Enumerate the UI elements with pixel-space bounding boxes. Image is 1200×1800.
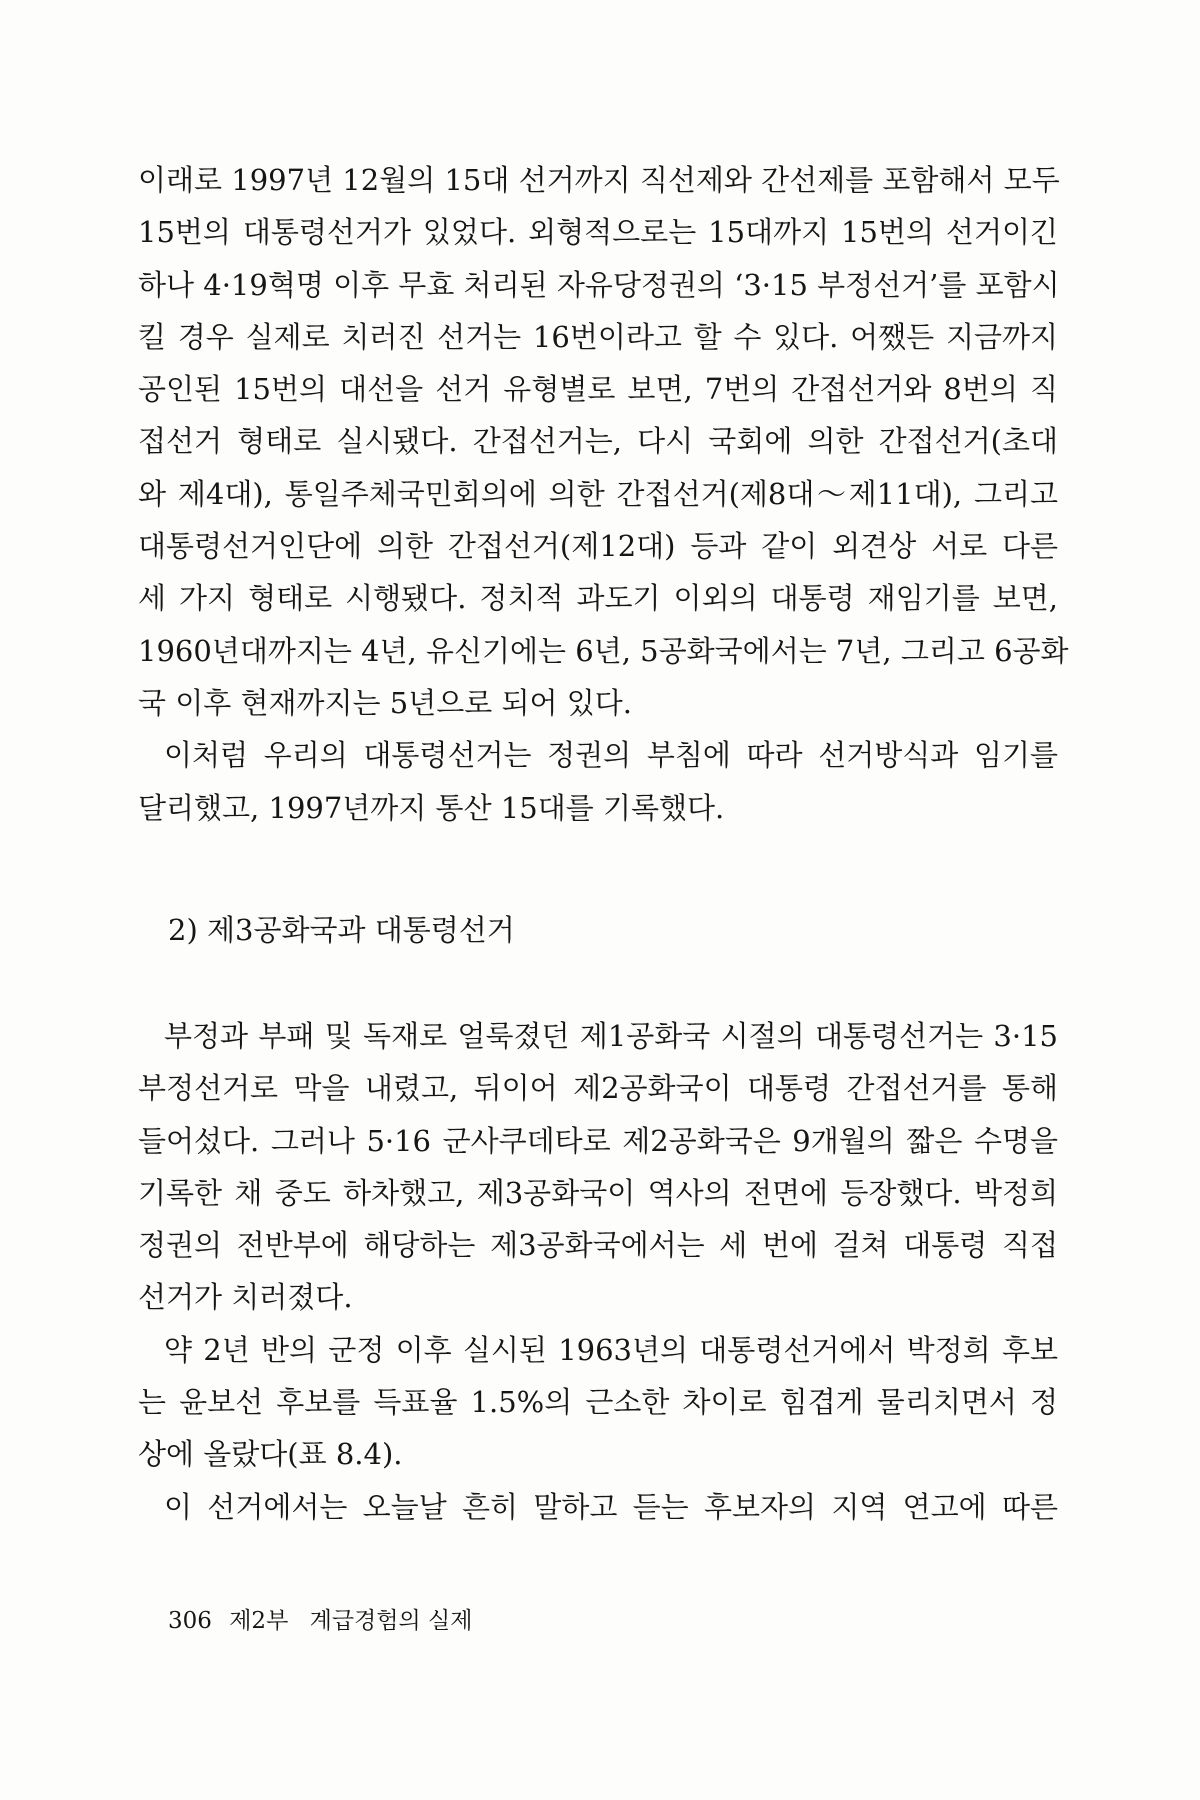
- page-number: 306: [168, 1608, 212, 1634]
- text-line: 상에 올랐다(표 8.4).: [138, 1437, 403, 1472]
- text-line: 부정선거로 막을 내렸고, 뒤이어 제2공화국이 대통령 간접선거를 통해: [138, 1071, 1058, 1106]
- text-line: 와 제4대), 통일주체국민회의에 의한 간접선거(제8대～제11대), 그리고: [138, 476, 1058, 511]
- text-line: 이처럼 우리의 대통령선거는 정권의 부침에 따라 선거방식과 임기를: [164, 738, 1058, 773]
- part-label: 제2부: [229, 1608, 289, 1634]
- text-line: 는 윤보선 후보를 득표율 1.5%의 근소한 차이로 힘겹게 물리치면서 정: [138, 1385, 1058, 1420]
- text-line: 선거가 치러졌다.: [138, 1280, 353, 1315]
- text-line: 15번의 대통령선거가 있었다. 외형적으로는 15대까지 15번의 선거이긴: [138, 215, 1058, 250]
- text-line: 부정과 부패 및 독재로 얼룩졌던 제1공화국 시절의 대통령선거는 3·15: [164, 1019, 1058, 1053]
- text-line: 세 가지 형태로 시행됐다. 정치적 과도기 이외의 대통령 재임기를 보면,: [138, 581, 1058, 616]
- paragraph: [138, 154, 1069, 729]
- body-text-upper: [138, 154, 1069, 834]
- text-line: 기록한 채 중도 하차했고, 제3공화국이 역사의 전면에 등장했다. 박정희: [138, 1175, 1058, 1210]
- text-line: 달리했고, 1997년까지 통산 15대를 기록했다.: [138, 790, 725, 825]
- text-line: 이 선거에서는 오늘날 흔히 말하고 듣는 후보자의 지역 연고에 따른: [164, 1489, 1058, 1524]
- text-line: 국 이후 현재까지는 5년으로 되어 있다.: [138, 685, 632, 720]
- text-line: 킬 경우 실제로 치러진 선거는 16번이라고 할 수 있다. 어쨌든 지금까지: [138, 319, 1058, 354]
- body-text-lower: [138, 1010, 1058, 1533]
- text-line: 이래로 1997년 12월의 15대 선거까지 직선제와 간선제를 포함해서 모두: [138, 163, 1060, 197]
- text-line: 하나 4·19혁명 이후 무효 처리된 자유당정권의 ‘3·15 부정선거’를 포함시: [138, 267, 1060, 302]
- text-line: 대통령선거인단에 의한 간접선거(제12대) 등과 같이 외견상 서로 다른: [138, 529, 1058, 564]
- text-line: 공인된 15번의 대선을 선거 유형별로 보면, 7번의 간접선거와 8번의 직: [138, 372, 1058, 407]
- text-line: 정권의 전반부에 해당하는 제3공화국에서는 세 번에 걸쳐 대통령 직접: [138, 1228, 1058, 1263]
- paragraph: [138, 1481, 1058, 1533]
- text-line: 들어섰다. 그러나 5·16 군사쿠데타로 제2공화국은 9개월의 짧은 수명을: [138, 1123, 1058, 1158]
- paragraph: [138, 729, 1058, 834]
- page-footer: [168, 1606, 472, 1636]
- text-line: 약 2년 반의 군정 이후 실시된 1963년의 대통령선거에서 박정희 후보: [164, 1332, 1058, 1367]
- text-line: 1960년대까지는 4년, 유신기에는 6년, 5공화국에서는 7년, 그리고 6공화: [138, 633, 1069, 668]
- section-heading: 2) 제3공화국과 대통령선거: [168, 913, 515, 947]
- paragraph: [138, 1010, 1058, 1324]
- text-line: 접선거 형태로 실시됐다. 간접선거는, 다시 국회에 의한 간접선거(초대: [138, 424, 1058, 459]
- running-title: 계급경험의 실제: [309, 1608, 473, 1634]
- paragraph: [138, 1324, 1058, 1481]
